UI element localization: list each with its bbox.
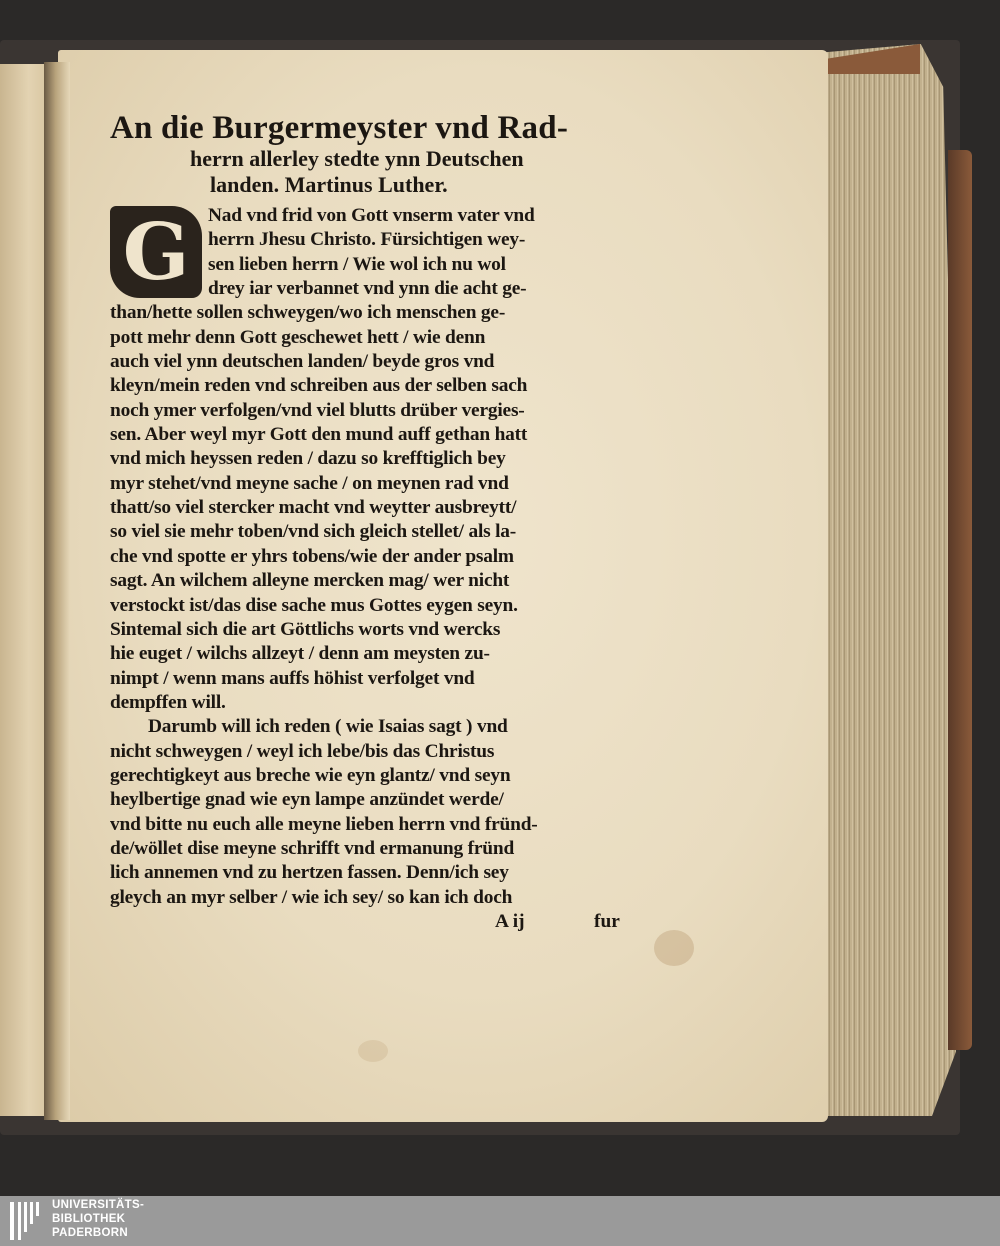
- text-line: sagt. An wilchem alleyne mercken mag/ wer nicht: [110, 570, 510, 592]
- text-line: gerechtigkeyt aus breche wie eyn glantz/ vnd seyn: [110, 764, 511, 786]
- text-line: heylbertige gnad wie eyn lampe anzündet werde/: [110, 789, 504, 811]
- page-footer-marks: [110, 910, 635, 934]
- left-page-edge: [0, 64, 50, 1116]
- text-line: nicht schweygen / weyl ich lebe/bis das Christus: [110, 740, 495, 762]
- library-name-line: BIBLIOTHEK: [52, 1213, 126, 1225]
- text-line: nimpt / wenn mans auffs höhist verfolget vnd: [110, 667, 475, 689]
- text-line: che vnd spotte er yhrs tobens/wie der ander psalm: [110, 545, 514, 567]
- text-line: kleyn/mein reden vnd schreiben aus der selben sach: [110, 375, 528, 397]
- paragraph-2: [110, 715, 635, 910]
- text-line: Sintemal sich die art Göttlichs worts vnd wercks: [110, 618, 501, 640]
- foxing-stain: [654, 930, 694, 966]
- heading-line-3: landen. Martinus Luther.: [210, 172, 448, 197]
- paragraph-1: [110, 204, 635, 715]
- text-line: vnd bitte nu euch alle meyne lieben herrn vnd fründ-: [110, 813, 538, 835]
- text-line: thatt/so viel stercker macht vnd weytter ausbreytt/: [110, 497, 517, 519]
- text-line: herrn Jhesu Christo. Fürsichtigen wey-: [208, 229, 526, 251]
- text-line: sen lieben herrn / Wie wol ich nu wol: [208, 253, 506, 275]
- text-line: drey iar verbannet vnd ynn die acht ge-: [208, 278, 527, 300]
- text-line: so viel sie mehr toben/vnd sich gleich stellet/ als la-: [110, 521, 517, 543]
- text-line: myr stehet/vnd meyne sache / on meynen rad vnd: [110, 472, 509, 494]
- signature-mark: A ij: [495, 910, 525, 932]
- text-line: verstockt ist/das dise sache mus Gottes eygen seyn.: [110, 594, 518, 616]
- text-line: dempffen will.: [110, 691, 226, 713]
- library-name-line: UNIVERSITÄTS-: [52, 1199, 145, 1211]
- text-line: pott mehr denn Gott geschewet hett / wie denn: [110, 326, 486, 348]
- text-line: vnd mich heyssen reden / dazu so krefftiglich bey: [110, 448, 506, 470]
- library-name-line: PADERBORN: [52, 1227, 128, 1239]
- decorated-initial-letter: G: [110, 206, 202, 298]
- text-line: than/hette sollen schweygen/wo ich menschen ge-: [110, 302, 506, 324]
- library-name: [52, 1198, 144, 1240]
- text-line: Nad vnd frid von Gott vnserm vater vnd: [208, 205, 535, 226]
- text-line: auch viel ynn deutschen landen/ beyde gros vnd: [110, 351, 495, 373]
- cover-spine: [948, 150, 972, 1050]
- heading-line-2: herrn allerley stedte ynn Deutschen: [190, 146, 524, 171]
- text-line: Darumb will ich reden ( wie Isaias sagt ) vnd: [148, 716, 508, 738]
- library-logo-icon: [10, 1200, 46, 1242]
- text-line: sen. Aber weyl myr Gott den mund auff gethan hatt: [110, 424, 528, 446]
- text-line: noch ymer verfolgen/vnd viel blutts drüber vergies-: [110, 399, 525, 421]
- text-line: hie euget / wilchs allzeyt / denn am meysten zu-: [110, 643, 490, 665]
- text-line: gleych an myr selber / wie ich sey/ so kan ich doch: [110, 886, 513, 908]
- text-line: de/wöllet dise meyne schrifft vnd ermanung fründ: [110, 837, 515, 859]
- printed-text-block: [110, 110, 635, 934]
- book-gutter: [44, 62, 70, 1120]
- text-line: lich annemen vnd zu hertzen fassen. Denn/ich sey: [110, 862, 509, 884]
- library-footer-bar: [0, 1196, 1000, 1246]
- foxing-stain: [358, 1040, 388, 1062]
- catchword: fur: [594, 910, 620, 932]
- heading-line-1: An die Burgermeyster vnd Rad-: [110, 110, 569, 146]
